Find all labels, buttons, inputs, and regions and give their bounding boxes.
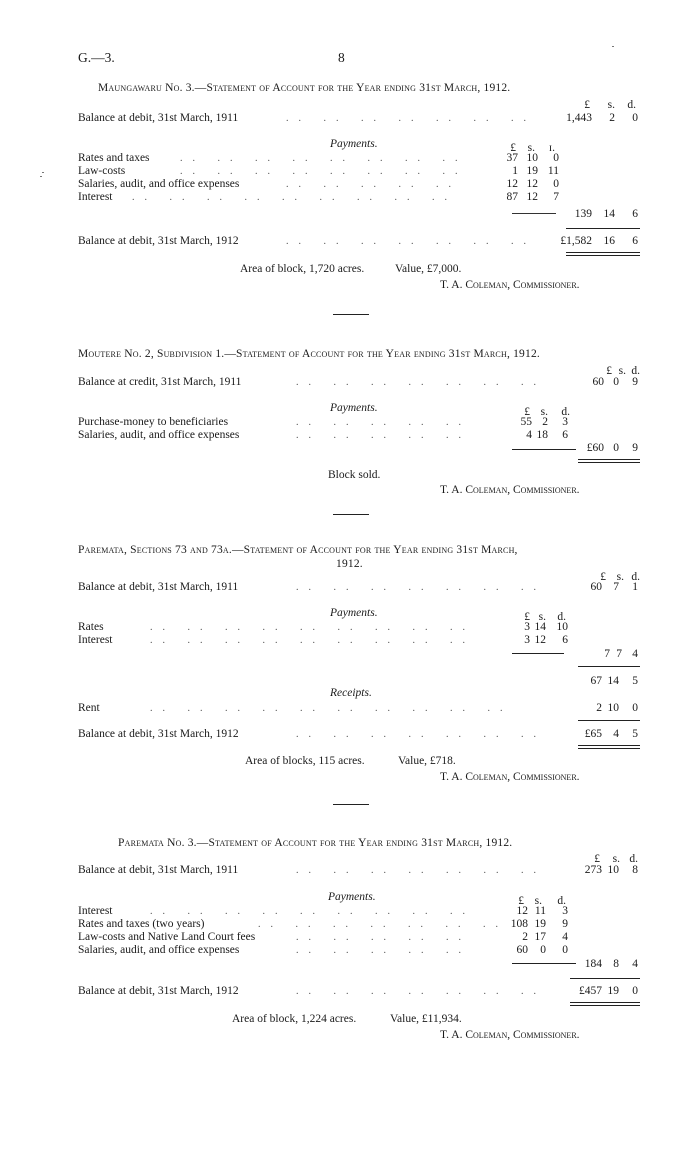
section-4-area: Area of block, 1,224 acres. (232, 1013, 357, 1025)
payment-shillings: 10 (526, 152, 538, 164)
section-divider (333, 514, 369, 515)
section-1-payment-label: Salaries, audit, and office expenses (78, 178, 240, 190)
section-2-signature: T. A. Coleman, Commissioner. (440, 484, 580, 496)
payments-total-shillings: 7 (616, 648, 622, 660)
payment-shillings: 18 (536, 429, 548, 441)
section-2-payment-label: Purchase-money to beneficiaries (78, 416, 229, 428)
item-pound-header: £ (524, 611, 530, 623)
currency-shilling-header: s. (618, 365, 626, 377)
payments-total-pence: 4 (632, 648, 638, 660)
payment-pence: 10 (556, 621, 568, 633)
payment-pounds: 37 (506, 152, 518, 164)
item-pound-header: £ (518, 895, 524, 907)
currency-pound-header: £ (584, 99, 590, 111)
double-rule (578, 745, 640, 746)
payment-pounds: 55 (520, 416, 532, 428)
section-3-opening-pence: 1 (632, 581, 638, 593)
item-pence-header: d. (557, 611, 566, 623)
currency-pound-header: £ (594, 853, 600, 865)
double-rule (570, 1002, 640, 1003)
currency-shilling-header: s. (616, 571, 624, 583)
section-1-opening-label: Balance at debit, 31st March, 1911 (78, 112, 239, 124)
payment-pence: 0 (553, 152, 559, 164)
document-reference: G.—3. (78, 50, 115, 65)
section-1-value: Value, £7,000. (395, 263, 462, 275)
payments-total-shillings: 0 (613, 442, 619, 454)
payment-pence: 3 (562, 416, 568, 428)
section-3-payments-heading: Payments. (330, 607, 378, 619)
section-1-signature: T. A. Coleman, Commissioner. (440, 279, 580, 291)
section-2-payment-label: Salaries, audit, and office expenses (78, 429, 240, 441)
section-1-opening-pence: 0 (632, 112, 638, 124)
section-divider (333, 314, 369, 315)
payments-total-shillings: 14 (603, 208, 615, 220)
closing-balance-pounds: £1,582 (560, 235, 592, 247)
section-1-payment-label: Rates and taxes (78, 152, 150, 164)
section-3-value: Value, £718. (398, 755, 456, 767)
item-shilling-header: s. (540, 406, 548, 418)
payment-shillings: 12 (526, 191, 538, 203)
item-shilling-header: s. (534, 895, 542, 907)
item-shilling-header: s. (527, 142, 535, 154)
section-3-opening-label: Balance at debit, 31st March, 1911 (78, 581, 239, 593)
leader-dots: .. .. .. .. .. .. .. (286, 236, 536, 247)
leader-dots: .. .. .. .. .. (296, 932, 471, 943)
leader-dots: .. .. .. .. .. (296, 430, 471, 441)
currency-pound-header: £ (600, 571, 606, 583)
leader-dots: .. .. .. .. .. .. .. (296, 729, 546, 740)
closing-balance-pounds: £457 (579, 985, 602, 997)
double-rule (566, 252, 640, 253)
section-4-opening-pence: 8 (632, 864, 638, 876)
payment-pounds: 3 (524, 621, 530, 633)
item-pound-header: £ (510, 142, 516, 154)
payment-shillings: 11 (534, 905, 546, 917)
section-2-opening-shillings: 0 (613, 376, 619, 388)
section-3-area: Area of blocks, 115 acres. (245, 755, 365, 767)
leader-dots: .. .. .. .. .. .. .. (296, 582, 546, 593)
payment-pence: 0 (562, 944, 568, 956)
leader-dots: .. .. .. .. .. .. .. (286, 113, 536, 124)
section-3-payment-label: Interest (78, 634, 113, 646)
section-2-payments-heading: Payments. (330, 402, 378, 414)
subtotal-pence: 5 (632, 675, 638, 687)
section-divider (333, 804, 369, 805)
section-1-title: Maungawaru No. 3.—Statement of Account for the Year ending 31st March, 1912. (98, 82, 511, 94)
section-1-payment-label: Interest (78, 191, 113, 203)
scan-speck (612, 46, 614, 47)
section-4-payment-label: Salaries, audit, and office expenses (78, 944, 240, 956)
section-3-receipts-heading: Receipts. (330, 687, 372, 699)
total-rule-top (566, 228, 640, 229)
closing-balance-pence: 6 (632, 235, 638, 247)
payment-shillings: 12 (534, 634, 546, 646)
leader-dots: .. .. .. .. .. (296, 945, 471, 956)
section-4-opening-shillings: 10 (607, 864, 619, 876)
section-3-closing-label: Balance at debit, 31st March, 1912 (78, 728, 239, 740)
section-3-receipt-label: Rent (78, 702, 100, 714)
leader-dots: .. .. .. .. .. .. .. .. .. .. (150, 703, 513, 714)
payment-shillings: 17 (534, 931, 546, 943)
section-1-area: Area of block, 1,720 acres. (240, 263, 365, 275)
section-4-payments-heading: Payments. (328, 891, 376, 903)
payment-pence: 4 (562, 931, 568, 943)
section-4-payment-label: Law-costs and Native Land Court fees (78, 931, 256, 943)
double-rule (578, 459, 640, 460)
payment-pence: 11 (547, 165, 559, 177)
closing-balance-pounds: £65 (584, 728, 602, 740)
leader-dots: .. .. .. .. .. .. .. .. .. (150, 622, 475, 633)
section-2-title: Moutere No. 2, Subdivision 1.—Statement of Account for the Year ending 31st March, 1912. (78, 348, 540, 360)
section-2-note: Block sold. (328, 469, 381, 481)
closing-balance-shillings: 16 (603, 235, 615, 247)
payment-pence: 0 (553, 178, 559, 190)
leader-dots: .. .. .. .. .. .. .. .. (180, 153, 468, 164)
section-3-payment-label: Rates (78, 621, 104, 633)
leader-dots: .. .. .. .. .. .. .. (296, 986, 546, 997)
payment-pence: 3 (562, 905, 568, 917)
payment-pence: 6 (562, 429, 568, 441)
double-rule (570, 1005, 640, 1006)
payments-total-pounds: 184 (584, 958, 602, 970)
leader-dots: .. .. .. .. .. .. .. (296, 865, 546, 876)
closing-balance-pence: 0 (632, 985, 638, 997)
payment-pounds: 2 (522, 931, 528, 943)
currency-pence-header: d. (627, 99, 636, 111)
payments-total-pence: 6 (632, 208, 638, 220)
payment-pounds: 12 (506, 178, 518, 190)
section-4-payment-label: Interest (78, 905, 113, 917)
section-2-opening-label: Balance at credit, 31st March, 1911 (78, 376, 242, 388)
currency-pence-header: d. (629, 853, 638, 865)
section-4-payment-label: Rates and taxes (two years) (78, 918, 205, 930)
payments-total-shillings: 8 (613, 958, 619, 970)
currency-pence-header: d. (631, 571, 640, 583)
payment-pence: 9 (562, 918, 568, 930)
leader-dots: .. .. .. .. .. .. .. .. .. (150, 906, 475, 917)
payment-pence: 6 (562, 634, 568, 646)
payment-shillings: 14 (534, 621, 546, 633)
item-pound-header: £ (524, 406, 530, 418)
section-1-closing-label: Balance at debit, 31st March, 1912 (78, 235, 239, 247)
payment-shillings: 12 (526, 178, 538, 190)
leader-dots: .. .. .. .. .. .. .. .. .. (150, 635, 475, 646)
payment-pounds: 4 (526, 429, 532, 441)
payment-shillings: 2 (542, 416, 548, 428)
payment-shillings: 19 (526, 165, 538, 177)
receipt-pounds: 2 (596, 702, 602, 714)
closing-balance-shillings: 19 (607, 985, 619, 997)
section-1-opening-pounds: 1,443 (566, 112, 592, 124)
section-1-payment-label: Law-costs (78, 165, 126, 177)
subtotal-rule (512, 653, 564, 654)
item-pence-header: d. (561, 406, 570, 418)
subtotal-shillings: 14 (607, 675, 619, 687)
payments-total-pounds: £60 (586, 442, 604, 454)
payments-total-pence: 9 (632, 442, 638, 454)
receipt-pence: 0 (632, 702, 638, 714)
payments-total-pounds: 139 (574, 208, 592, 220)
section-3-title-line1: Paremata, Sections 73 and 73a.—Statement of Account for the Year ending 31st March, (78, 544, 518, 556)
total-rule (578, 666, 640, 667)
section-4-title: Paremata No. 3.—Statement of Account for the Year ending 31st March, 1912. (118, 837, 513, 849)
subtotal-rule (512, 963, 576, 964)
closing-balance-pence: 5 (632, 728, 638, 740)
currency-pound-header: £ (606, 365, 612, 377)
subtotal-rule (512, 213, 556, 214)
section-4-signature: T. A. Coleman, Commissioner. (440, 1029, 580, 1041)
leader-dots: .. .. .. .. .. (286, 179, 461, 190)
scan-speck (40, 176, 42, 177)
payment-pounds: 60 (516, 944, 528, 956)
section-4-opening-pounds: 273 (584, 864, 602, 876)
payment-pounds: 108 (510, 918, 528, 930)
payment-shillings: 0 (540, 944, 546, 956)
leader-dots: .. .. .. .. .. .. .. (296, 377, 546, 388)
page-number: 8 (338, 50, 345, 65)
subtotal-rule (512, 449, 576, 450)
section-4-opening-label: Balance at debit, 31st March, 1911 (78, 864, 239, 876)
payment-shillings: 19 (534, 918, 546, 930)
currency-shilling-header: s. (612, 853, 620, 865)
leader-dots: .. .. .. .. .. .. .. (258, 919, 508, 930)
leader-dots: .. .. .. .. .. .. .. .. .. (132, 192, 457, 203)
subtotal-pounds: 67 (590, 675, 602, 687)
payment-pounds: 12 (516, 905, 528, 917)
payment-pence: 7 (553, 191, 559, 203)
currency-pence-header: d. (631, 365, 640, 377)
double-rule (578, 462, 640, 463)
item-pence-header: d. (557, 895, 566, 907)
section-2-opening-pounds: 60 (592, 376, 604, 388)
receipt-shillings: 10 (607, 702, 619, 714)
section-2-opening-pence: 9 (632, 376, 638, 388)
double-rule (566, 255, 640, 256)
item-pence-header: ɪ. (548, 142, 555, 154)
section-1-payments-heading: Payments. (330, 138, 378, 150)
item-shilling-header: s. (538, 611, 546, 623)
currency-shilling-header: s. (607, 99, 615, 111)
payment-pounds: 87 (506, 191, 518, 203)
section-3-signature: T. A. Coleman, Commissioner. (440, 771, 580, 783)
section-3-opening-shillings: 7 (613, 581, 619, 593)
leader-dots: .. .. .. .. .. .. .. .. (180, 166, 468, 177)
section-4-value: Value, £11,934. (390, 1013, 462, 1025)
section-3-title-line2: 1912. (336, 558, 363, 570)
section-4-closing-label: Balance at debit, 31st March, 1912 (78, 985, 239, 997)
section-3-opening-pounds: 60 (590, 581, 602, 593)
closing-balance-shillings: 4 (613, 728, 619, 740)
payment-pounds: 3 (524, 634, 530, 646)
scan-speck (42, 172, 44, 173)
total-rule-top (570, 978, 640, 979)
payments-total-pounds: 7 (604, 648, 610, 660)
payment-pounds: 1 (512, 165, 518, 177)
double-rule (578, 748, 640, 749)
leader-dots: .. .. .. .. .. (296, 417, 471, 428)
payments-total-pence: 4 (632, 958, 638, 970)
section-1-opening-shillings: 2 (609, 112, 615, 124)
total-rule-top (578, 720, 640, 721)
